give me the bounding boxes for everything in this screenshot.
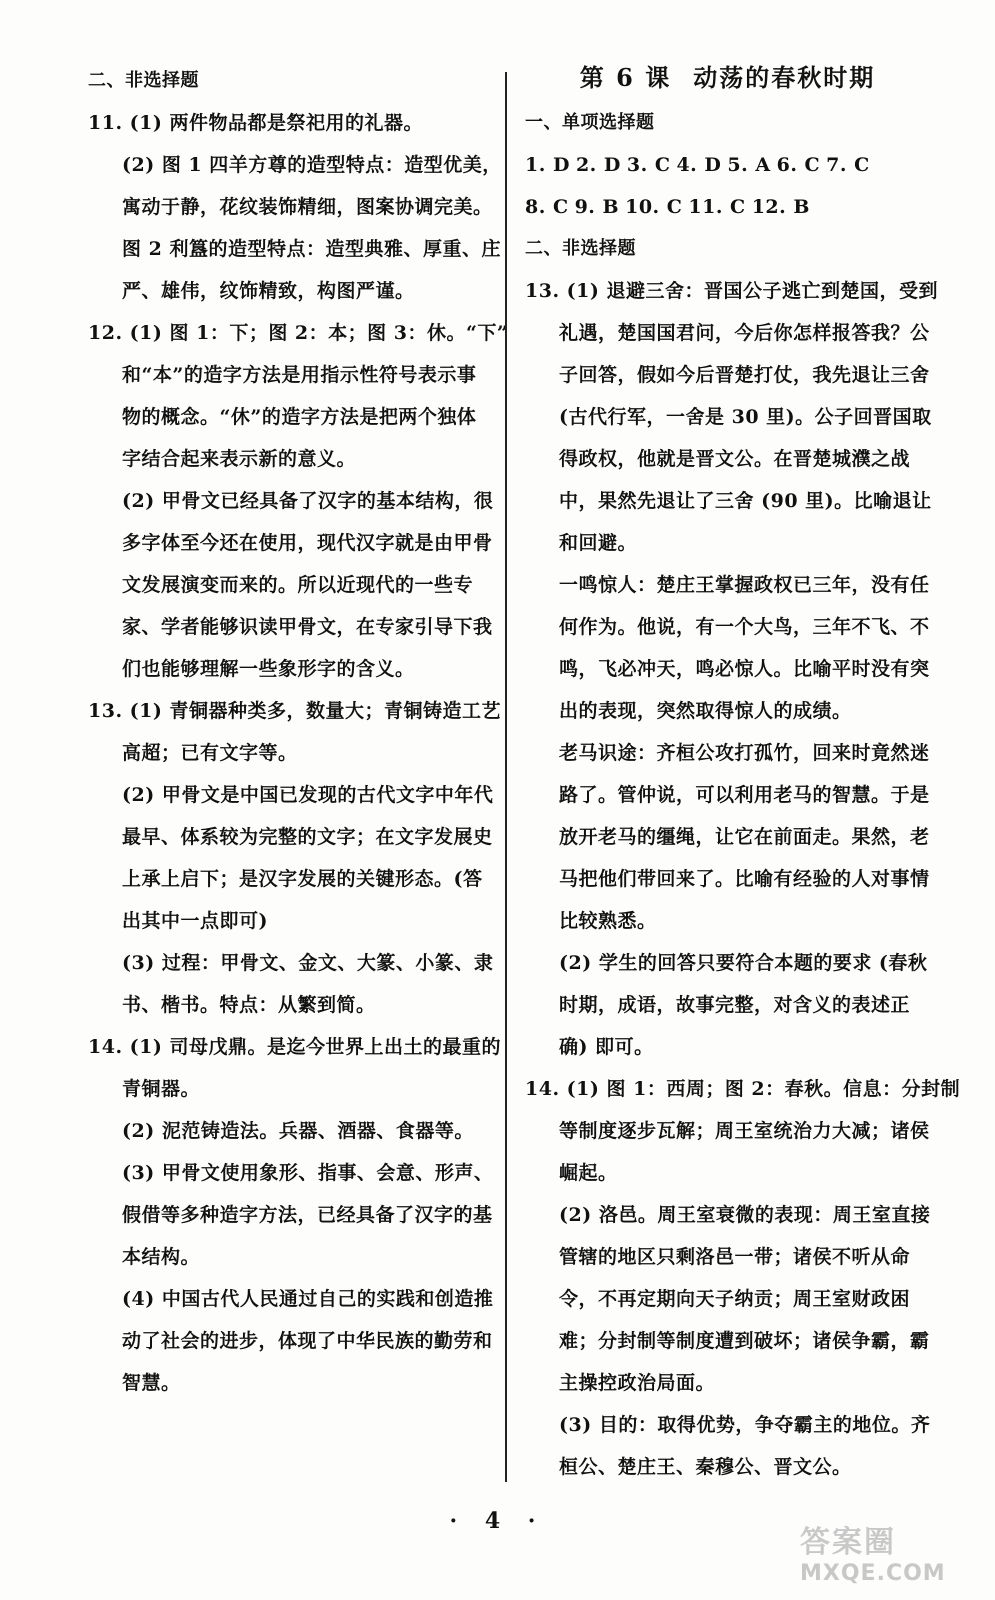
answer-line: 多字体至今还在使用，现代汉字就是由甲骨 bbox=[122, 532, 493, 554]
right-answer-lines bbox=[525, 270, 961, 1488]
section-heading: 二、非选择题 bbox=[88, 70, 199, 91]
right-column bbox=[525, 60, 961, 1488]
watermark-logo bbox=[800, 1525, 980, 1595]
mcq-answer: 4. D bbox=[676, 154, 722, 176]
answer-line: 令，不再定期向天子纳贡；周王室财政困 bbox=[559, 1288, 911, 1310]
answer-line: 和回避。 bbox=[559, 532, 638, 554]
answer-line: (3) 甲骨文使用象形、指事、会意、形声、 bbox=[122, 1162, 494, 1184]
lesson-number: 第 6 课 bbox=[579, 63, 672, 92]
answer-line: (2) 学生的回答只要符合本题的要求 (春秋 bbox=[559, 952, 928, 974]
question-line: 13. (1) 青铜器种类多，数量大；青铜铸造工艺 bbox=[88, 700, 501, 722]
answer-line: 动了社会的进步，体现了中华民族的勤劳和 bbox=[122, 1330, 493, 1352]
answer-line: 智慧。 bbox=[122, 1372, 181, 1394]
answer-line: 文发展演变而来的。所以近现代的一些专 bbox=[122, 574, 474, 596]
answer-line: 本结构。 bbox=[122, 1246, 201, 1268]
answer-line: (3) 过程：甲骨文、金文、大篆、小篆、隶 bbox=[122, 952, 494, 974]
answer-line: (2) 泥范铸造法。兵器、酒器、食器等。 bbox=[122, 1120, 474, 1142]
lesson-name: 动荡的春秋时期 bbox=[693, 63, 876, 92]
answer-line: 最早、体系较为完整的文字；在文字发展史 bbox=[122, 826, 493, 848]
answer-line: 难；分封制等制度遭到破坏；诸侯争霸，霸 bbox=[559, 1330, 930, 1352]
answer-line: 得政权，他就是晋文公。在晋楚城濮之战 bbox=[559, 448, 911, 470]
answer-line: 路了。管仲说，可以利用老马的智慧。于是 bbox=[559, 784, 930, 806]
answer-line: 严、雄伟，纹饰精致，构图严谨。 bbox=[122, 280, 415, 302]
mcq-answer: 6. C bbox=[776, 154, 821, 176]
answer-line: 出其中一点即可) bbox=[122, 910, 268, 932]
answer-line: 假借等多种造字方法，已经具备了汉字的基 bbox=[122, 1204, 493, 1226]
answer-line: 们也能够理解一些象形字的含义。 bbox=[122, 658, 415, 680]
mcq-answer: 10. C bbox=[625, 196, 683, 218]
answer-line: (2) 洛邑。周王室衰微的表现：周王室直接 bbox=[559, 1204, 931, 1226]
section-heading-nonmcq: 二、非选择题 bbox=[525, 238, 636, 259]
answer-line: (2) 图 1 四羊方尊的造型特点：造型优美， bbox=[122, 154, 502, 176]
answer-line: 老马识途：齐桓公攻打孤竹，回来时竟然迷 bbox=[559, 742, 930, 764]
lesson-title bbox=[525, 60, 930, 96]
answer-line: 崛起。 bbox=[559, 1162, 618, 1184]
answer-line: 礼遇，楚国国君问，今后你怎样报答我？公 bbox=[559, 322, 930, 344]
watermark-text-url: MXQE.COM bbox=[800, 1561, 946, 1586]
mcq-answer: 2. D bbox=[575, 154, 621, 176]
answer-line: 比较熟悉。 bbox=[559, 910, 657, 932]
answer-line: 等制度逐步瓦解；周王室统治力大减；诸侯 bbox=[559, 1120, 930, 1142]
answer-line: 马把他们带回来了。比喻有经验的人对事情 bbox=[559, 868, 930, 890]
answer-line: (3) 目的：取得优势，争夺霸主的地位。齐 bbox=[559, 1414, 931, 1436]
answer-line: 物的概念。“休”的造字方法是把两个独体 bbox=[122, 406, 477, 428]
question-line: 14. (1) 司母戊鼎。是迄今世界上出土的最重的 bbox=[88, 1036, 501, 1058]
answer-line: 书、楷书。特点：从繁到简。 bbox=[122, 994, 376, 1016]
answer-line: 字结合起来表示新的意义。 bbox=[122, 448, 357, 470]
answer-line: 寓动于静，花纹装饰精细，图案协调完美。 bbox=[122, 196, 493, 218]
mcq-answer: 1. D bbox=[525, 154, 570, 176]
answer-line: 青铜器。 bbox=[122, 1078, 201, 1100]
question-line: 11. (1) 两件物品都是祭祀用的礼器。 bbox=[88, 112, 423, 134]
answer-line: 家、学者能够识读甲骨文，在专家引导下我 bbox=[122, 616, 493, 638]
mcq-answer: 9. B bbox=[574, 196, 620, 218]
question-line: 12. (1) 图 1：下；图 2：本；图 3：休。“下” bbox=[88, 322, 509, 344]
answer-line: 管辖的地区只剩洛邑一带；诸侯不听从命 bbox=[559, 1246, 911, 1268]
page-number: · 4 · bbox=[449, 1508, 546, 1534]
question-line: 14. (1) 图 1：西周；图 2：春秋。信息：分封制 bbox=[525, 1078, 961, 1100]
mcq-answer: 8. C bbox=[525, 196, 569, 218]
mcq-answer: 7. C bbox=[826, 154, 870, 176]
answer-line: 上承上启下；是汉字发展的关键形态。(答 bbox=[122, 868, 483, 890]
answer-line: 中，果然先退让了三舍 (90 里)。比喻退让 bbox=[559, 490, 932, 512]
section-heading-mcq: 一、单项选择题 bbox=[525, 112, 655, 133]
answer-line: 图 2 利簋的造型特点：造型典雅、厚重、庄 bbox=[122, 238, 501, 260]
answer-line: 和“本”的造字方法是用指示性符号表示事 bbox=[122, 364, 477, 386]
mcq-answer: 3. C bbox=[626, 154, 671, 176]
answer-line: 鸣，飞必冲天，鸣必惊人。比喻平时没有突 bbox=[559, 658, 930, 680]
answer-line: 主操控政治局面。 bbox=[559, 1372, 716, 1394]
column-divider bbox=[505, 72, 507, 1482]
answer-line: 出的表现，突然取得惊人的成绩。 bbox=[559, 700, 852, 722]
mcq-answer: 5. A bbox=[727, 154, 771, 176]
answer-line: 桓公、楚庄王、秦穆公、晋文公。 bbox=[559, 1456, 852, 1478]
watermark-text-cn: 答案圈 bbox=[800, 1525, 896, 1560]
answer-line: 高超；已有文字等。 bbox=[122, 742, 298, 764]
answer-line: 一鸣惊人：楚庄王掌握政权已三年，没有任 bbox=[559, 574, 930, 596]
question-line: 13. (1) 退避三舍：晋国公子逃亡到楚国，受到 bbox=[525, 280, 938, 302]
mcq-answers-row-2 bbox=[525, 186, 930, 228]
answer-line: 何作为。他说，有一个大鸟，三年不飞、不 bbox=[559, 616, 930, 638]
answer-line: (4) 中国古代人民通过自己的实践和创造推 bbox=[122, 1288, 494, 1310]
answer-line: 子回答，假如今后晋楚打仗，我先退让三舍 bbox=[559, 364, 930, 386]
answer-line: 放开老马的缰绳，让它在前面走。果然，老 bbox=[559, 826, 930, 848]
answer-line: (2) 甲骨文是中国已发现的古代文字中年代 bbox=[122, 784, 494, 806]
answer-line: (古代行军，一舍是 30 里)。公子回晋国取 bbox=[559, 406, 932, 428]
answer-line: 时期，成语，故事完整，对含义的表述正 bbox=[559, 994, 911, 1016]
mcq-answers-row-1 bbox=[525, 144, 930, 186]
mcq-answer: 11. C bbox=[688, 196, 746, 218]
mcq-answer: 12. B bbox=[751, 196, 810, 218]
left-column bbox=[88, 60, 509, 1404]
answer-line: (2) 甲骨文已经具备了汉字的基本结构，很 bbox=[122, 490, 494, 512]
answer-line: 确) 即可。 bbox=[559, 1036, 654, 1058]
